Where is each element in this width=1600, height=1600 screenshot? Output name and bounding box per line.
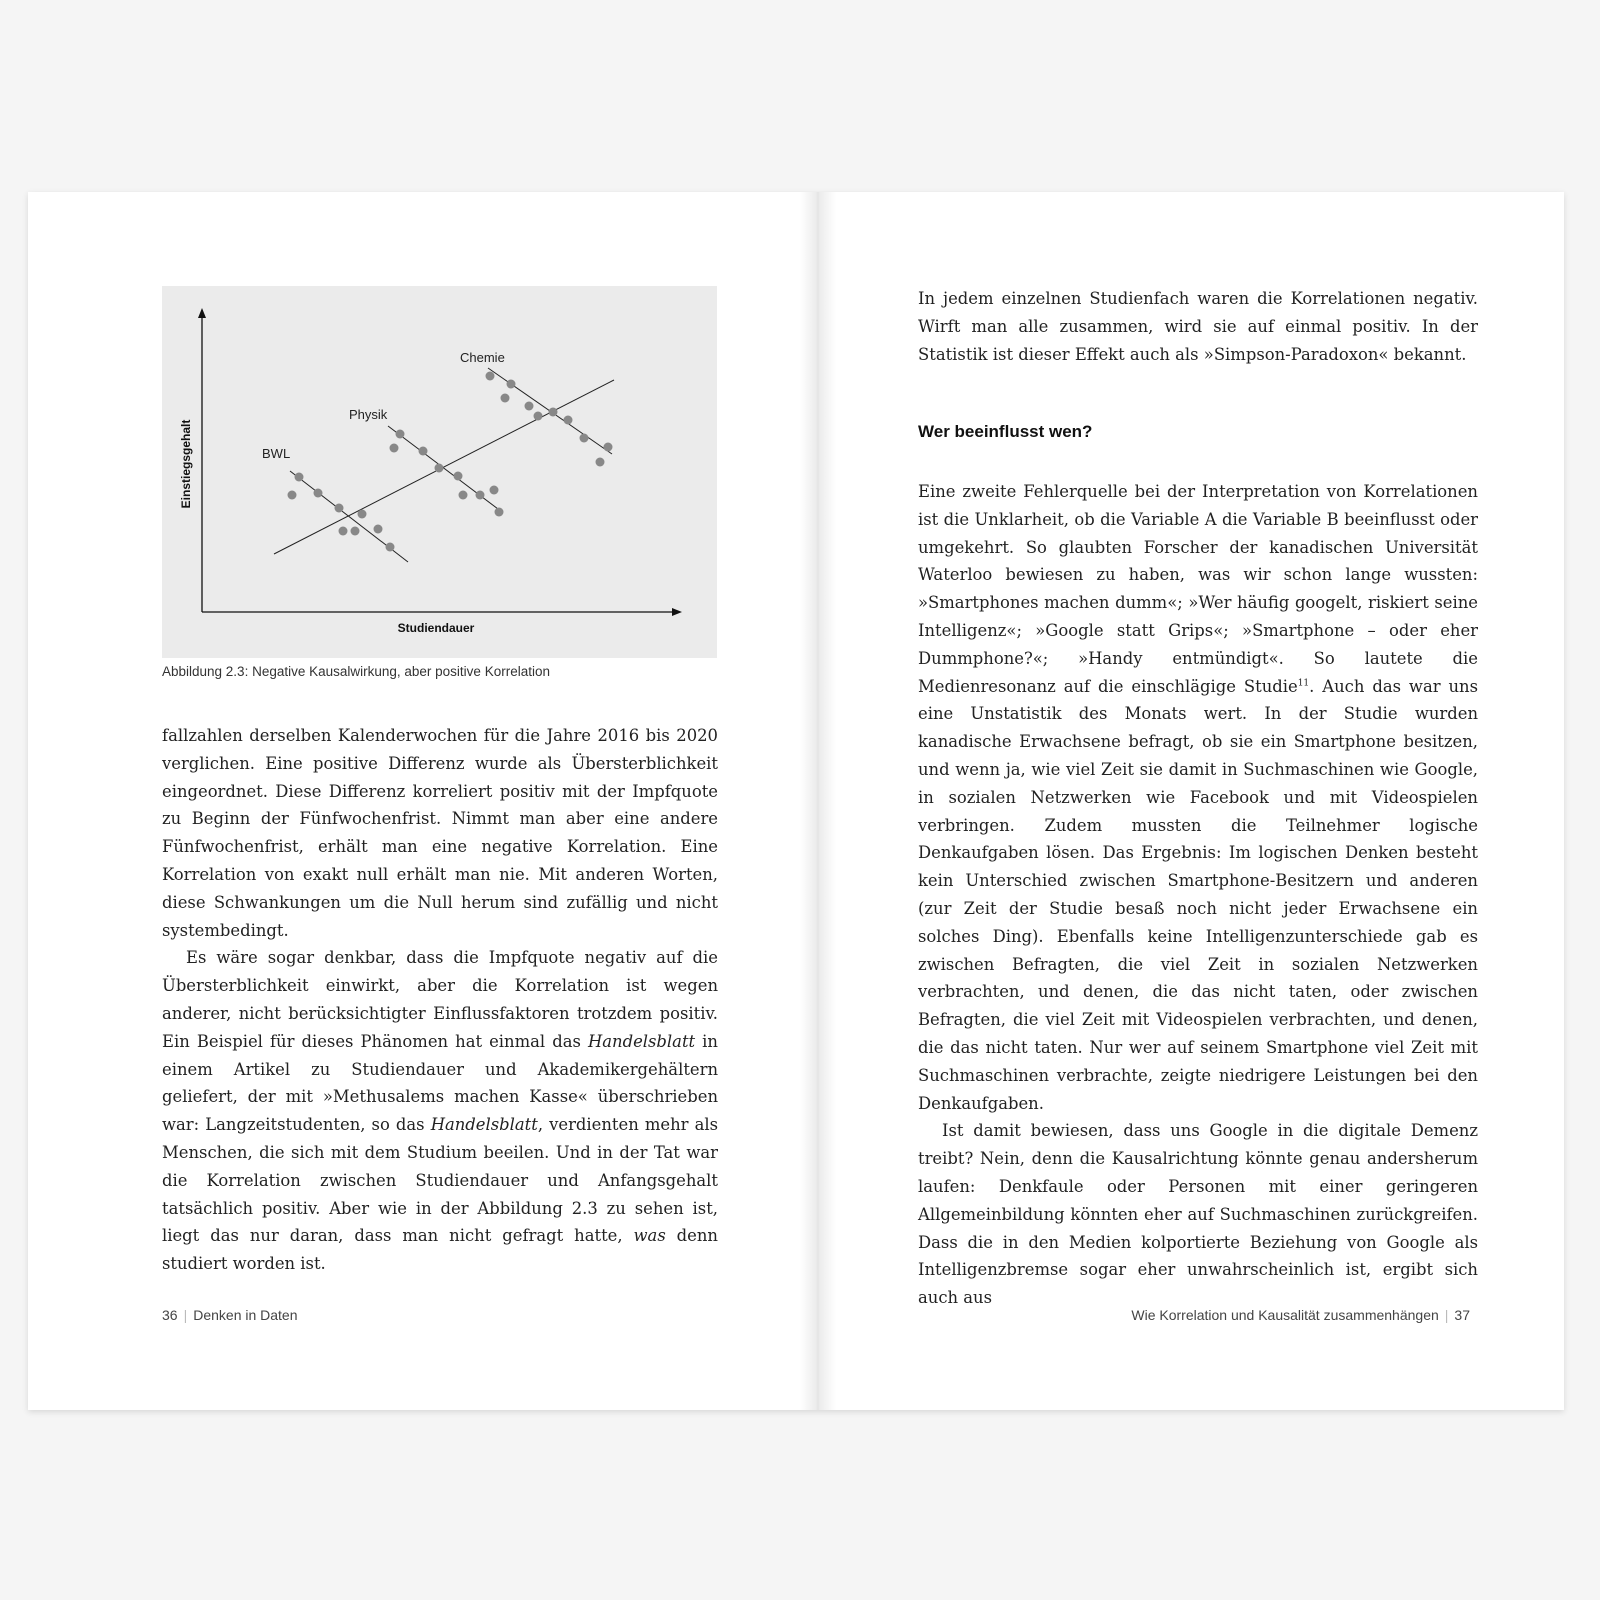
bwl-point — [288, 491, 297, 500]
page-number: 37 — [1454, 1307, 1470, 1323]
bwl-label: BWL — [262, 446, 291, 461]
physik-trend-line — [388, 426, 502, 512]
physik-point — [490, 486, 499, 495]
page-number: 36 — [162, 1307, 178, 1323]
y-axis-arrow — [198, 308, 206, 318]
left-body-text — [162, 722, 718, 1278]
footer-separator: | — [183, 1307, 188, 1323]
section-heading: Wer beeinflusst wen? — [918, 422, 1093, 441]
bwl-point — [295, 473, 304, 482]
physik-points — [390, 430, 504, 517]
physik-label: Physik — [349, 407, 388, 422]
chemie-point — [486, 372, 495, 381]
footer-separator: | — [1444, 1307, 1449, 1323]
overall-trend-line — [274, 380, 614, 554]
bwl-point — [335, 504, 344, 513]
y-axis-label: Einstiegsgehalt — [179, 419, 193, 509]
chemie-point — [507, 380, 516, 389]
physik-point — [459, 491, 468, 500]
chemie-point — [580, 434, 589, 443]
right-running-footer — [1131, 1307, 1470, 1323]
paragraph: Eine zweite Fehlerquelle bei der Interpretation von Korrelationen ist die Unklarheit, ob die Variable A die Variable B beeinflusst oder umgekehrt. So glaubten Forscher der kanadischen Universität Waterloo bewiesen zu haben, was wir schon lange wussten: »Smartphones machen dumm«; »Wer häufig googelt, riskiert seine Intelligenz«; »Google statt Grips«; »Smartphone – oder eher Dummphone?«; »Handy entmündigt«. So lautete die Medienresonanz auf die einschlägige Studie$^{11}$. Auch das war uns eine Unstatistik des Monats wert. In der Studie wurden kanadische Erwachsene befragt, ob sie ein Smartphone besitzen, und wenn ja, wie viel Zeit sie damit in Suchmaschinen wie Google, in sozialen Netzwerken wie Facebook und mit Videospielen verbringen. Zudem mussten die Teilnehmer logische Denkaufgaben lösen. Das Ergebnis: Im logischen Denken besteht kein Unterschied zwischen Smartphone-Besitzern und anderen (zur Zeit der Studie besaß noch nicht jeder Erwachsene ein solches Ding). Ebenfalls keine Intelligenzunterschiede gab es zwischen Befragten, die viel Zeit in sozialen Netzwerken verbrachten, und denen, die das nicht taten, oder zwischen Befragten, die viel Zeit mit Videospielen verbrachten, und denen, die das nicht taten. Nur wer auf seinem Smartphone viel Zeit mit Suchmaschinen verbrachte, zeigte niedrigere Leistungen bei den Denkaufgaben. — [918, 482, 1478, 1113]
chemie-point — [525, 402, 534, 411]
bwl-point — [358, 510, 367, 519]
figure-2-3 — [162, 286, 717, 658]
physik-point — [419, 447, 428, 456]
physik-point — [435, 464, 444, 473]
paragraph: fallzahlen derselben Kalenderwochen für die Jahre 2016 bis 2020 verglichen. Eine positive Differenz wurde als Übersterblichkeit eingeordnet. Diese Differenz korreliert positiv mit der Impfquote zu Beginn der Fünfwochenfrist. Nimmt man aber eine andere Fünfwochenfrist, erhält man eine negative Korrelation. Eine Korrelation von exakt null erhält man nie. Mit anderen Worten, diese Schwankungen um die Null herum sind zufällig und nicht systembedingt. — [162, 726, 718, 940]
chemie-point — [604, 443, 613, 452]
chemie-points — [486, 372, 613, 467]
bwl-point — [386, 543, 395, 552]
left-page — [28, 192, 800, 1410]
figure-caption: Abbildung 2.3: Negative Kausalwirkung, aber positive Korrelation — [162, 664, 550, 679]
x-axis-label: Studiendauer — [397, 621, 475, 635]
left-running-footer — [162, 1307, 298, 1323]
physik-point — [454, 472, 463, 481]
bwl-point — [339, 527, 348, 536]
physik-point — [396, 430, 405, 439]
chemie-label: Chemie — [460, 350, 505, 365]
running-title: Wie Korrelation und Kausalität zusammenhängen — [1131, 1307, 1439, 1323]
chemie-point — [596, 458, 605, 467]
simpson-diagram — [162, 286, 717, 658]
physik-point — [390, 444, 399, 453]
paragraph: In jedem einzelnen Studienfach waren die Korrelationen negativ. Wirft man alle zusammen, wird sie auf einmal positiv. In der Statistik ist dieser Effekt auch als »Simpson-Paradoxon« bekannt. — [918, 289, 1478, 364]
physik-point — [476, 491, 485, 500]
bwl-point — [351, 527, 360, 536]
right-intro-text — [918, 285, 1478, 368]
book-gutter — [800, 192, 836, 1410]
chemie-point — [564, 416, 573, 425]
footnote-marker: 11 — [1297, 678, 1310, 689]
chemie-point — [534, 412, 543, 421]
chemie-point — [549, 408, 558, 417]
chemie-point — [501, 394, 510, 403]
right-body-text — [918, 478, 1478, 1312]
paragraph: Es wäre sogar denkbar, dass die Impfquote negativ auf die Übersterblichkeit einwirkt, aber die Korrelation ist wegen anderer, nicht berücksichtigter Einflussfaktoren trotzdem positiv. Ein Beispiel für dieses Phänomen hat einmal das Handelsblatt in einem Artikel zu Studiendauer und Akademikergehältern geliefert, der mit »Methusalems machen Kasse« überschrieben war: Langzeitstudenten, so das Handelsblatt, verdienten mehr als Menschen, die sich mit dem Studium beeilen. Und in der Tat war die Korrelation zwischen Studiendauer und Anfangsgehalt tatsächlich positiv. Aber wie in der Abbildung 2.3 zu sehen ist, liegt das nur daran, dass man nicht gefragt hatte, was denn studiert worden ist. — [162, 948, 718, 1274]
bwl-point — [374, 525, 383, 534]
running-title: Denken in Daten — [193, 1307, 298, 1323]
x-axis-arrow — [672, 608, 682, 616]
bwl-point — [314, 489, 323, 498]
open-book-spread — [28, 192, 1564, 1410]
paragraph: Ist damit bewiesen, dass uns Google in die digitale Demenz treibt? Nein, denn die Kausalrichtung könnte genau andersherum laufen: Denkfaule oder Personen mit einer geringeren Allgemeinbildung könnten eher auf Suchmaschinen zurückgreifen. Dass die in den Medien kolportierte Beziehung von Google als Intelligenzbremse sogar eher unwahrscheinlich ist, ergibt sich auch aus — [918, 1121, 1478, 1308]
physik-point — [495, 508, 504, 517]
right-page — [836, 192, 1564, 1410]
